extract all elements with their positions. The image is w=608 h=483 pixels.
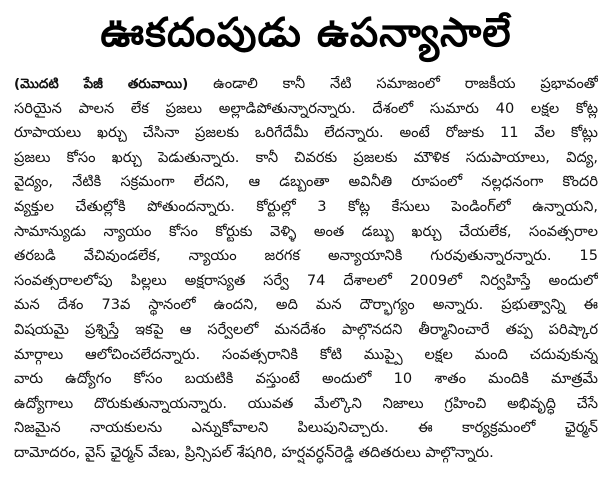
article-line-16: దామోదరం, వైస్ ఛైర్మన్ వేణు, ప్రిన్సిపల్ శేషగిరి, హర్షవర్ధన్‌రెడ్డి తదితరులు పాల్గొన్నారు. [14,443,494,461]
article-line-9: సంవత్సరాలలోపు పిల్లలు అక్షరాస్యత సర్వే 74 దేశాలలో 2009లో నిర్వహిస్తే అందులో [14,271,598,289]
article-line-11: విషయమై ప్రశ్నిస్తే ఇకపై ఆ సర్వేలలో మనదేశం పాల్గొనదని తీర్మానించారే తప్ప పరిష్కార [14,320,598,338]
article-line-3: రూపాయలు ఖర్చు చేసినా ప్రజలకు ఒరిగేదేమీ లేదన్నారు. అంటే రోజుకు 11 వేల కోట్లు [14,124,598,142]
article-line-5: వైద్యం, నేటికి సక్రమంగా లేదని, ఆ డబ్బంతా అవినీతి రూపంలో నల్లధనంగా కొందరి [14,173,598,191]
article-line-1 [14,72,598,97]
article-line-10: మన దేశం 73వ స్థానంలో ఉందని, అది మన దౌర్భాగ్యం అన్నారు. ప్రభుత్వాన్ని ఈ [14,296,598,314]
article-line-4: ప్రజలు కోసం ఖర్చు పెడుతున్నారు. కానీ చివరకు ప్రజలకు మౌళిక సదుపాయాలు, విద్య, [14,148,598,166]
article-line-15: నిజమైన నాయకులను ఎన్నుకోవాలని పిలుపునిచ్చారు. ఈ కార్యక్రమంలో ఛైర్మన్ [14,419,598,437]
article-line-8: తరబడి వేచివుండలేక, న్యాయం జరగక అన్యాయానికి గురవుతున్నారన్నారు. 15 [14,247,598,265]
article-line-6: వ్యక్తుల చేతుల్లోకి పోతుందన్నారు. కోర్టుల్లో 3 కోట్ల కేసులు పెండింగ్‌లో ఉన్నాయని, [14,197,598,215]
continued-label: (మొదటి పేజీ తరువాయి) [14,77,189,92]
headline: ఊకదంపుడు ఉపన్యాసాలే [100,10,512,56]
article-body [14,72,598,466]
article-line-2: సరియైన పాలన లేక ప్రజలు అల్లాడిపోతున్నారన్నారు. దేశంలో సుమారు 40 లక్షల కోట్ల [14,99,598,117]
article-line-13: వారు ఉద్యోగం కోసం బయటికి వస్తుంటే అందులో 10 శాతం మందికి మాత్రమే [14,370,598,388]
article-line-14: ఉద్యోగాలు దొరుకుతున్నాయన్నారు. యువత మేల్కొని నిజాలు గ్రహించి అభివృద్ధి చేసే [14,394,598,412]
article-line-7: సామాన్యుడు న్యాయం కోసం కోర్టుకు వెళ్ళి అంత డబ్బు ఖర్చు చేయలేక, సంవత్సరాల [14,222,598,240]
article-line-1-text: ఉండాలి కానీ నేటి సమాజంలో రాజకీయ ప్రభావంతో [188,75,598,92]
article-line-12: మార్గాలు ఆలోచించలేదన్నారు. సంవత్సరానికి కోటి ముప్పై లక్షల మంది చదువుకున్న [14,345,598,363]
